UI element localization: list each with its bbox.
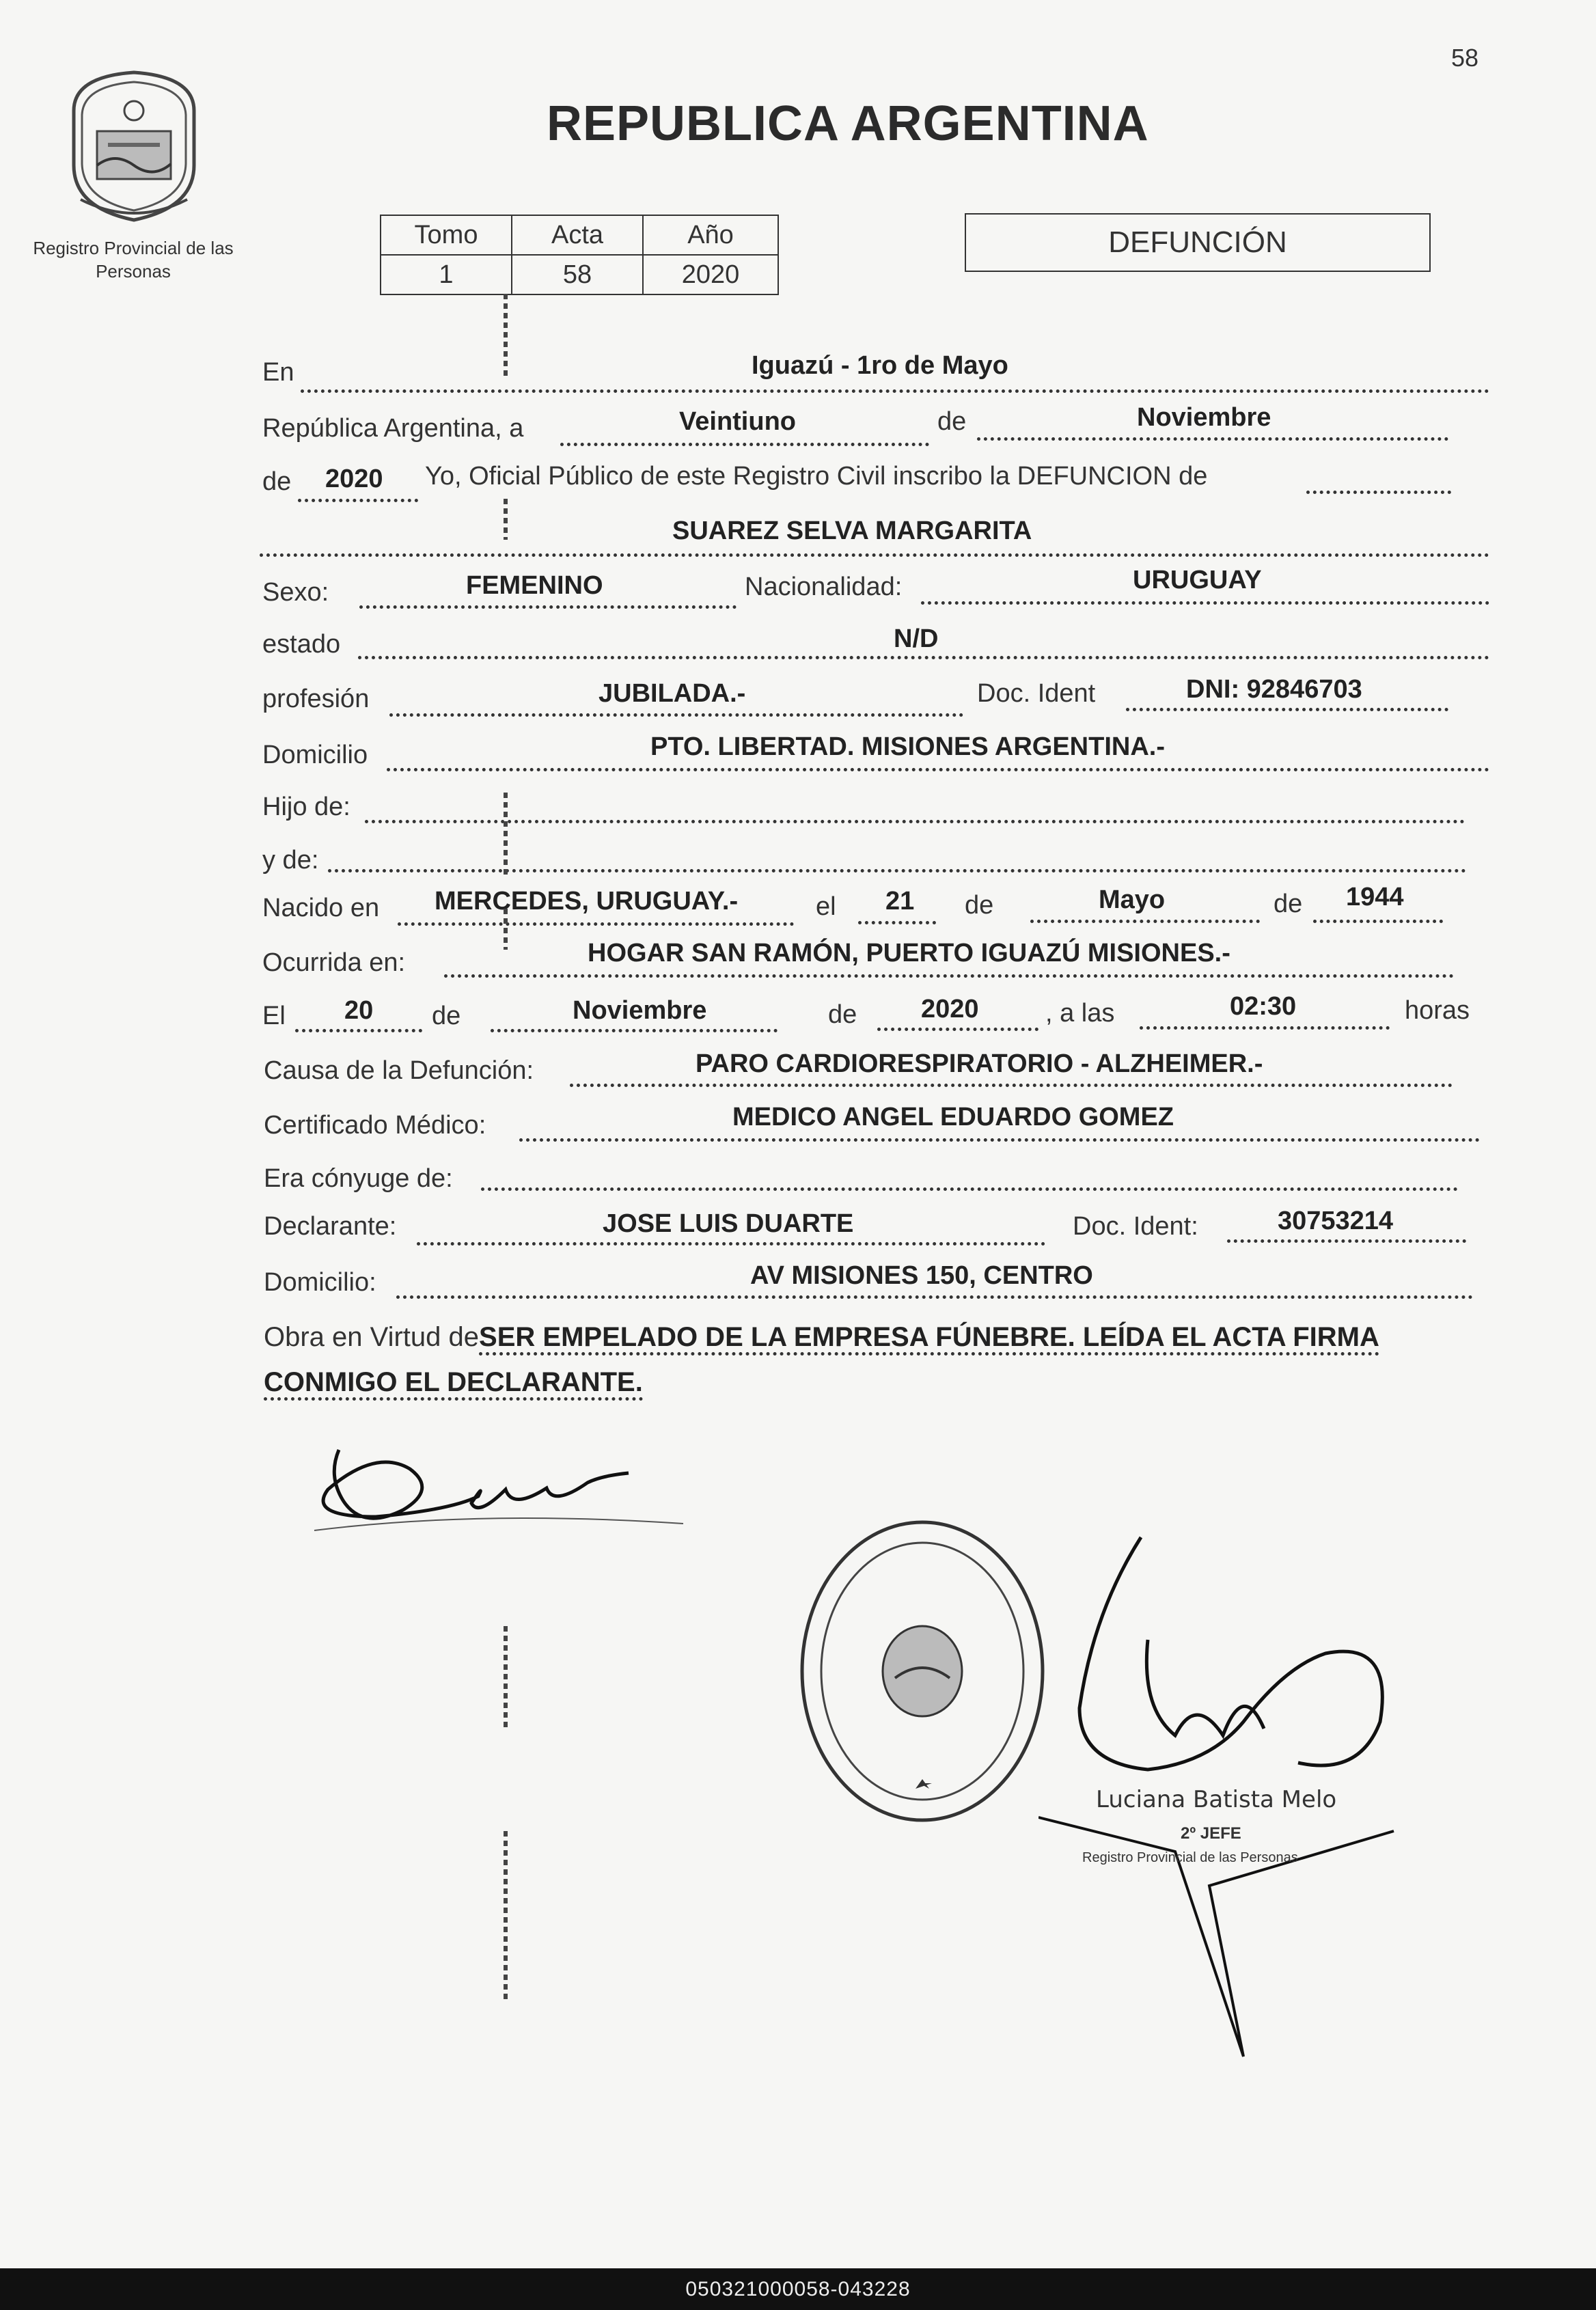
nac-mes-value: Mayo bbox=[1099, 885, 1166, 914]
causa-label: Causa de la Defunción: bbox=[264, 1056, 534, 1085]
de-label: de bbox=[937, 407, 967, 436]
anio-inscr-value: 2020 bbox=[325, 465, 383, 493]
certificado-label: Certificado Médico: bbox=[264, 1111, 486, 1140]
lugar-value: Iguazú - 1ro de Mayo bbox=[752, 351, 1008, 380]
de6-label: de bbox=[828, 1000, 857, 1029]
dni-dotted-line bbox=[1126, 708, 1448, 711]
profesion-label: profesión bbox=[262, 685, 370, 713]
estado-value: N/D bbox=[894, 624, 939, 653]
certificado-value: MEDICO ANGEL EDUARDO GOMEZ bbox=[732, 1103, 1174, 1131]
nacido-lugar-value: MERCEDES, URUGUAY.- bbox=[435, 887, 739, 916]
nac-dia-dotted-line bbox=[858, 921, 936, 924]
nacionalidad-dotted-line bbox=[921, 601, 1489, 605]
de4-label: de bbox=[1274, 890, 1303, 918]
def-mes-value: Noviembre bbox=[573, 996, 707, 1025]
signer-office: Registro Provincial de las Personas bbox=[1082, 1850, 1298, 1865]
page-number: 58 bbox=[1451, 44, 1479, 72]
nacido-dotted-line bbox=[398, 922, 794, 926]
def-anio-dotted-line bbox=[877, 1028, 1038, 1031]
dia-value: Veintiuno bbox=[679, 407, 796, 436]
a-las-label: , a las bbox=[1045, 999, 1115, 1028]
provincial-seal-icon bbox=[60, 63, 208, 227]
acta-value: 58 bbox=[512, 255, 643, 294]
obra-en-virtud-paragraph bbox=[264, 1315, 1494, 1405]
inscribo-text: Yo, Oficial Público de este Registro Civil inscribo la DEFUNCION de bbox=[425, 462, 1208, 491]
doc-ident2-label: Doc. Ident: bbox=[1073, 1212, 1198, 1241]
hijo-de-label: Hijo de: bbox=[262, 793, 350, 821]
inscribo-dotted-line bbox=[1306, 491, 1451, 494]
nac-anio-dotted-line bbox=[1313, 920, 1443, 923]
ocurrida-label: Ocurrida en: bbox=[262, 948, 406, 977]
anio-value: 2020 bbox=[643, 255, 778, 294]
anio-header: Año bbox=[643, 215, 778, 255]
de2-label: de bbox=[262, 467, 292, 496]
signer-name: Luciana Batista Melo bbox=[1096, 1786, 1337, 1813]
mes-dotted-line bbox=[977, 437, 1448, 441]
delegation-stamp-icon bbox=[793, 1514, 1052, 1828]
domicilio-dotted-line bbox=[387, 768, 1489, 771]
en-label: En bbox=[262, 358, 294, 387]
el2-label: El bbox=[262, 1002, 286, 1030]
def-dia-dotted-line bbox=[295, 1029, 422, 1032]
domicilio2-label: Domicilio: bbox=[264, 1268, 376, 1297]
def-dia-value: 20 bbox=[344, 996, 374, 1025]
anio-inscr-dotted-line bbox=[298, 499, 418, 502]
hora-dotted-line bbox=[1140, 1026, 1390, 1030]
causa-dotted-line bbox=[570, 1084, 1453, 1087]
declarante-doc-dotted-line bbox=[1227, 1239, 1466, 1243]
registro-label: Registro Provincial de las Personas bbox=[33, 238, 234, 281]
act-type-box: DEFUNCIÓN bbox=[965, 213, 1431, 272]
profesion-value: JUBILADA.- bbox=[598, 679, 746, 708]
y-de-label: y de: bbox=[262, 846, 319, 875]
republica-label: República Argentina, a bbox=[262, 414, 524, 443]
perforation-marks bbox=[497, 294, 514, 2002]
el-label: el bbox=[816, 892, 836, 921]
ocurrida-value: HOGAR SAN RAMÓN, PUERTO IGUAZÚ MISIONES.- bbox=[588, 939, 1230, 967]
estado-label: estado bbox=[262, 630, 341, 659]
nombre-value: SUAREZ SELVA MARGARITA bbox=[672, 517, 1032, 545]
def-mes-dotted-line bbox=[491, 1029, 778, 1032]
certificado-dotted-line bbox=[519, 1138, 1480, 1142]
sexo-label: Sexo: bbox=[262, 578, 329, 607]
conyuge-dotted-line bbox=[481, 1187, 1458, 1191]
nac-mes-dotted-line bbox=[1030, 920, 1260, 923]
sexo-value: FEMENINO bbox=[466, 571, 603, 600]
nacido-en-label: Nacido en bbox=[262, 894, 380, 922]
en-dotted-line bbox=[301, 389, 1489, 393]
dni-value: DNI: 92846703 bbox=[1186, 675, 1362, 704]
domicilio2-dotted-line bbox=[396, 1295, 1473, 1299]
declarante-value: JOSE LUIS DUARTE bbox=[603, 1209, 854, 1238]
declarante-domicilio-value: AV MISIONES 150, CENTRO bbox=[750, 1261, 1093, 1290]
nac-anio-value: 1944 bbox=[1346, 883, 1404, 911]
domicilio-value: PTO. LIBERTAD. MISIONES ARGENTINA.- bbox=[650, 732, 1165, 761]
ocurrida-dotted-line bbox=[444, 974, 1454, 978]
causa-value: PARO CARDIORESPIRATORIO - ALZHEIMER.- bbox=[696, 1049, 1263, 1078]
horas-label: horas bbox=[1405, 996, 1470, 1025]
signer-role: 2º JEFE bbox=[1181, 1824, 1241, 1843]
declarante-label: Declarante: bbox=[264, 1212, 397, 1241]
hora-value: 02:30 bbox=[1230, 992, 1297, 1021]
page-title: REPUBLICA ARGENTINA bbox=[547, 96, 1149, 151]
nac-dia-value: 21 bbox=[885, 887, 915, 916]
virtud-text: SER EMPELADO DE LA EMPRESA FÚNEBRE. LEÍDA EL ACTA FIRMA CONMIGO EL DECLARANTE. bbox=[264, 1322, 1379, 1401]
profesion-dotted-line bbox=[389, 713, 963, 717]
acta-header: Acta bbox=[512, 215, 643, 255]
def-anio-value: 2020 bbox=[921, 995, 979, 1023]
sexo-dotted-line bbox=[359, 605, 737, 609]
doc-ident-label: Doc. Ident bbox=[977, 679, 1096, 708]
domicilio-label: Domicilio bbox=[262, 741, 368, 769]
estado-dotted-line bbox=[358, 656, 1489, 659]
nombre-dotted-line bbox=[260, 553, 1489, 557]
mes-value: Noviembre bbox=[1137, 403, 1271, 432]
hijo-de-dotted-line bbox=[365, 820, 1465, 823]
tomo-header: Tomo bbox=[381, 215, 512, 255]
dia-dotted-line bbox=[560, 443, 929, 446]
nacionalidad-value: URUGUAY bbox=[1133, 566, 1262, 594]
de5-label: de bbox=[432, 1002, 461, 1030]
declarante-doc-value: 30753214 bbox=[1278, 1207, 1394, 1235]
de3-label: de bbox=[965, 891, 994, 920]
document-barcode-footer: 050321000058-043228 bbox=[0, 2268, 1596, 2310]
virtud-label: Obra en Virtud de bbox=[264, 1322, 480, 1352]
nacionalidad-label: Nacionalidad: bbox=[745, 573, 903, 601]
conyuge-label: Era cónyuge de: bbox=[264, 1164, 453, 1193]
tomo-value: 1 bbox=[381, 255, 512, 294]
tomo-acta-anio-table bbox=[380, 215, 779, 295]
